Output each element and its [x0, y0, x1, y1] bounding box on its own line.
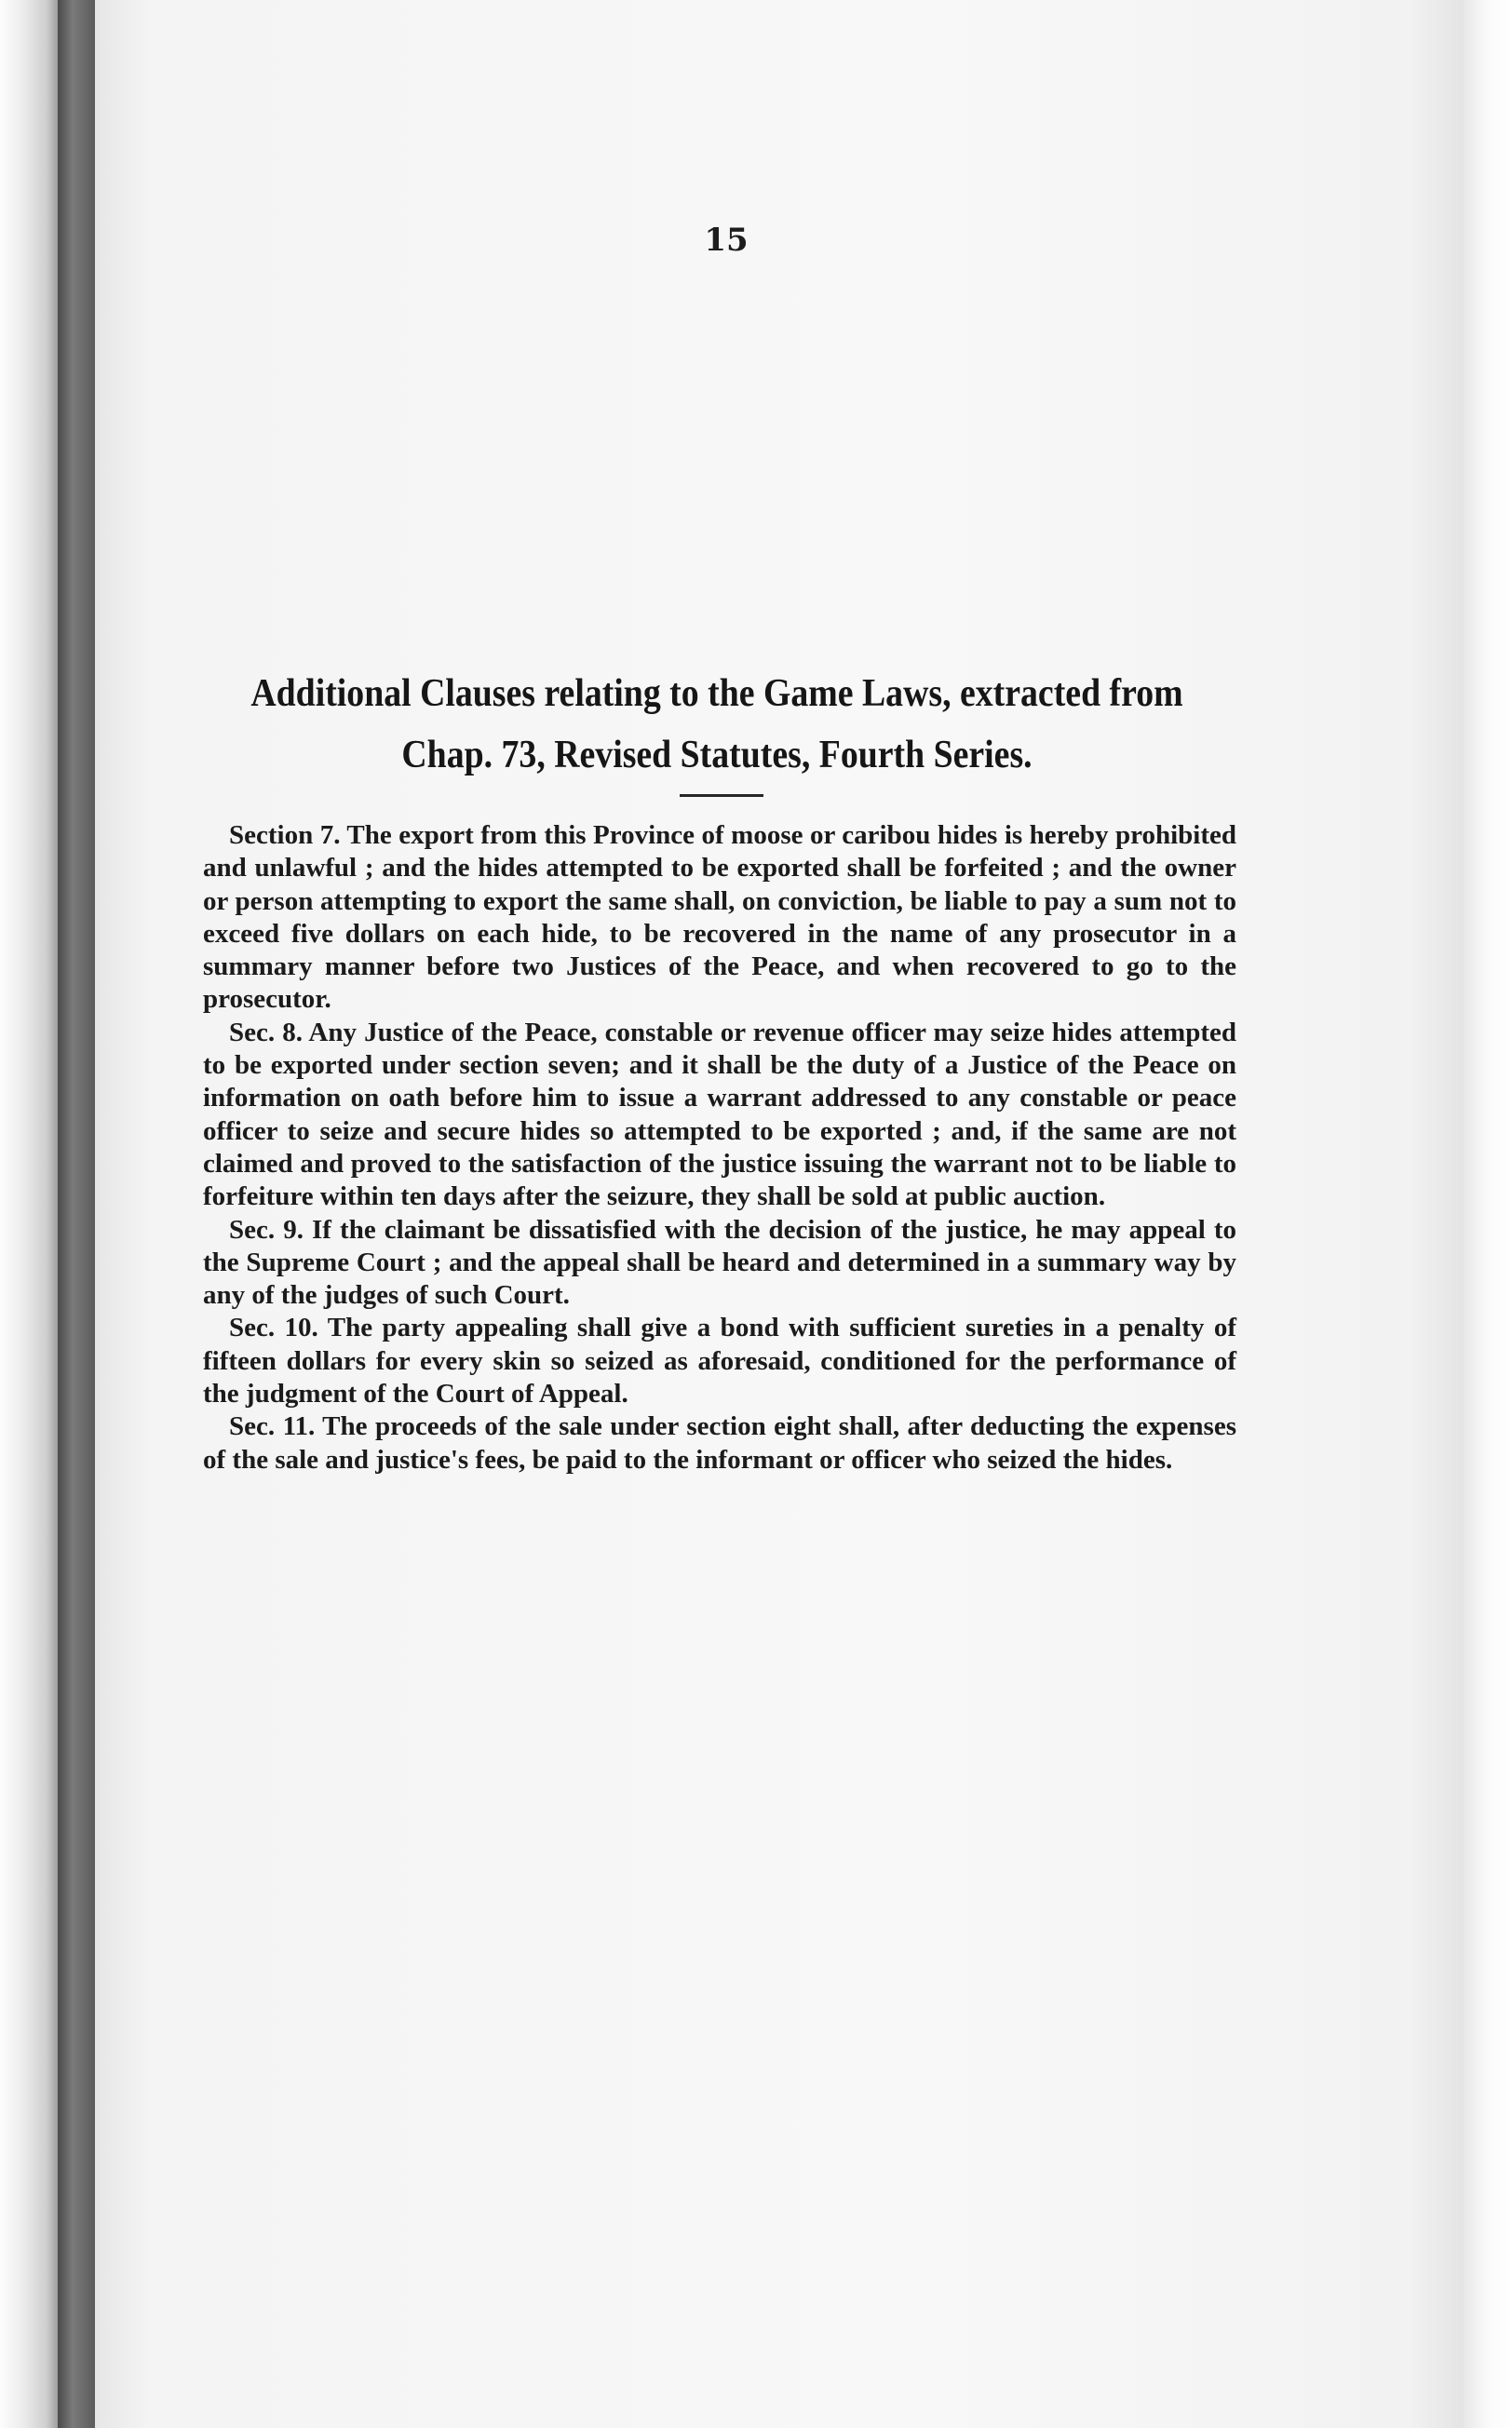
page-title-line-2: Chap. 73, Revised Statutes, Fourth Series. [401, 734, 1033, 776]
scan-left-margin [0, 0, 58, 2428]
section-7-paragraph: Section 7. The export from this Province of moose or caribou hides is hereby prohibited and unlawful ; and the hides attempted to be exported shall be forfeited ; and the owner or person attempting to export the same shall, on conviction, be liable to pay a sum not to exceed five dollars on each hide, to be recovered in the name of any prosecutor in a summary manner before two Justices of the Peace, and when recovered to go to the prosecutor. [203, 820, 1236, 1015]
page-title-line-1: Additional Clauses relating to the Game Laws, extracted from [250, 672, 1183, 715]
binding-shadow [58, 0, 95, 2428]
section-9-paragraph: Sec. 9. If the claimant be dissatisfied with the decision of the justice, he may appeal to the Supreme Court ; and the appeal shall be heard and determined in a summary way by any of the judges of such Court. [203, 1214, 1236, 1311]
statute-sections [203, 819, 1236, 1477]
scan-right-margin [1464, 0, 1512, 2428]
section-8-paragraph: Sec. 8. Any Justice of the Peace, constable or revenue officer may seize hides attempted to be exported under section seven; and it shall be the duty of a Justice of the Peace on information on oath before him to issue a warrant addressed to any constable or peace officer to seize and secure hides so attempted to be exported ; and, if the same are not claimed and proved to the satisfaction of the justice issuing the warrant not to be liable to forfeiture within ten days after the seizure, they shall be sold at public auction. [203, 1017, 1236, 1212]
title-divider [680, 794, 763, 797]
page-number: 15 [704, 222, 749, 259]
section-10-paragraph: Sec. 10. The party appealing shall give a bond with sufficient sureties in a penalty of fifteen dollars for every skin so seized as aforesaid, conditioned for the performance of the judgment of the Court of Appeal. [203, 1313, 1236, 1410]
section-11-paragraph: Sec. 11. The proceeds of the sale under section eight shall, after deducting the expenses of the sale and justice's fees, be paid to the informant or officer who seized the hides. [203, 1411, 1236, 1475]
page-title [244, 663, 1191, 786]
